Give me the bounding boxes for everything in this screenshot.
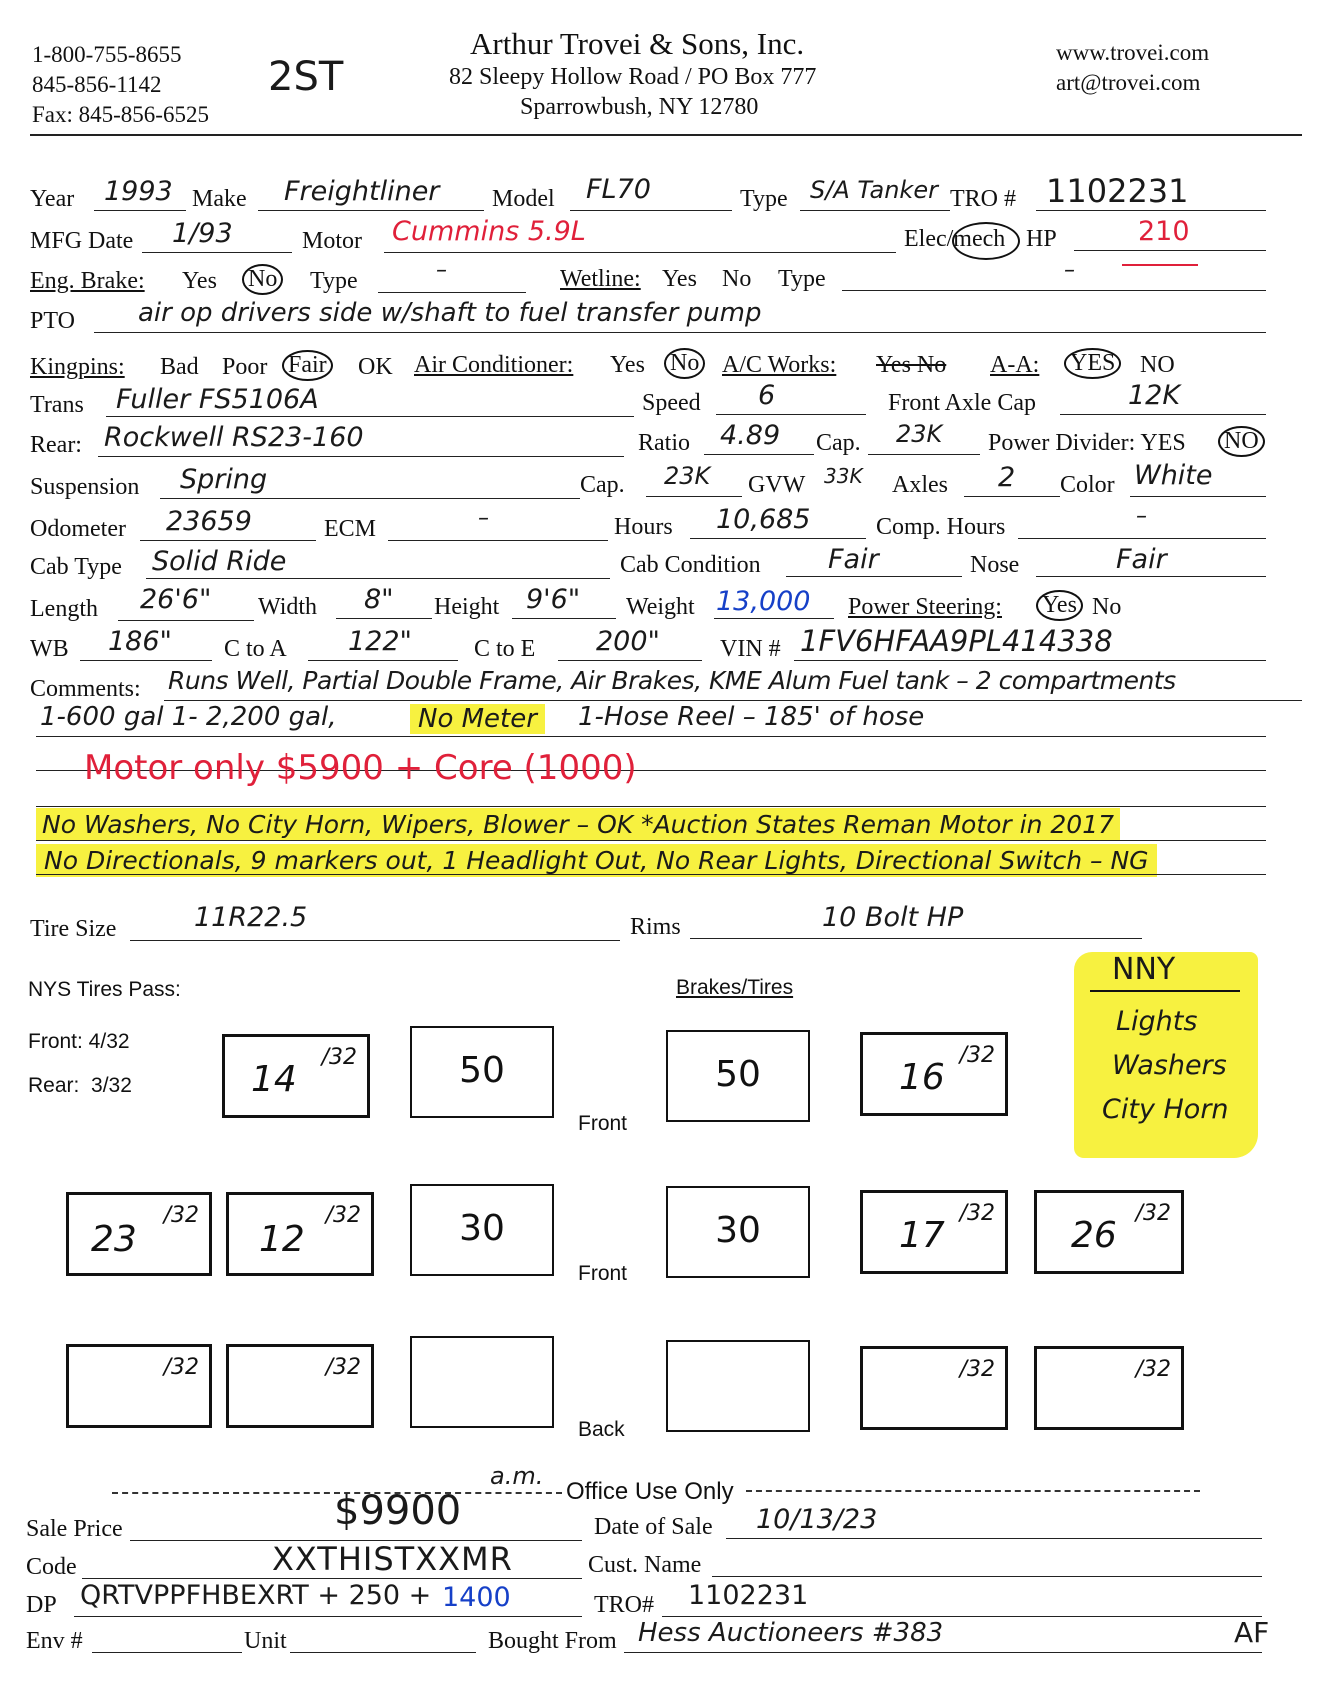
eng-brake-type-label: Type bbox=[310, 268, 358, 294]
date-of-sale-line bbox=[726, 1538, 1262, 1539]
fraction-label: /32 bbox=[163, 1355, 199, 1380]
comment-5-highlighted: No Directionals, 9 markers out, 1 Headlight Out, No Rear Lights, Directional Switch – NG bbox=[36, 844, 1157, 877]
tire-box-row2-inner-right[interactable] bbox=[860, 1190, 1008, 1274]
vin-value: 1FV6HFAA9PL414338 bbox=[800, 624, 1113, 658]
nny-item-city-horn: City Horn bbox=[1102, 1094, 1229, 1125]
weight-value: 13,000 bbox=[716, 586, 811, 617]
trans-value: Fuller FS5106A bbox=[116, 384, 319, 415]
c-to-e-line bbox=[558, 660, 702, 661]
model-value: FL70 bbox=[586, 174, 651, 205]
comment-4-highlighted: No Washers, No City Horn, Wipers, Blower – OK *Auction States Reman Motor in 2017 bbox=[36, 808, 1120, 841]
nny-item-washers: Washers bbox=[1112, 1050, 1227, 1081]
env-line bbox=[92, 1652, 242, 1653]
fraction-label: /32 bbox=[163, 1203, 199, 1228]
fax-number: Fax: 845-856-6525 bbox=[32, 102, 209, 127]
dp-label: DP bbox=[26, 1592, 57, 1618]
suspension-label: Suspension bbox=[30, 474, 140, 500]
power-divider-label: Power Divider: YES bbox=[988, 430, 1186, 456]
cab-type-value: Solid Ride bbox=[152, 546, 287, 577]
eng-brake-yes: Yes bbox=[182, 268, 217, 294]
tire-box-front-left[interactable] bbox=[222, 1034, 370, 1118]
hp-red-underline bbox=[1122, 264, 1198, 266]
brake-percent-value: 30 bbox=[715, 1210, 761, 1251]
front-axle-cap-label: Front Axle Cap bbox=[888, 390, 1036, 416]
suspension-value: Spring bbox=[180, 464, 268, 495]
company-city: Sparrowbush, NY 12780 bbox=[520, 94, 759, 120]
odometer-label: Odometer bbox=[30, 516, 126, 542]
c-to-e-value: 200" bbox=[596, 626, 660, 657]
brake-percent-value: 30 bbox=[459, 1208, 505, 1249]
fraction-label: /32 bbox=[959, 1357, 995, 1382]
aa-yes-circled: YES bbox=[1064, 348, 1121, 379]
wetline-yes: Yes bbox=[662, 266, 697, 292]
rear-cap-label: Cap. bbox=[816, 430, 861, 456]
fraction-label: /32 bbox=[325, 1355, 361, 1380]
tire-box-back-inner-left[interactable] bbox=[226, 1344, 374, 1428]
fraction-label: /32 bbox=[321, 1045, 357, 1070]
ac-works-label: A/C Works: bbox=[722, 352, 837, 378]
kingpins-label: Kingpins: bbox=[30, 354, 125, 380]
tire-size-line bbox=[130, 940, 620, 941]
tire-box-back-outer-left[interactable] bbox=[66, 1344, 212, 1428]
fraction-label: /32 bbox=[1135, 1201, 1171, 1226]
rear-cap-line bbox=[868, 454, 980, 455]
wetline-type-line bbox=[842, 290, 1266, 291]
front-axle-cap-value: 12K bbox=[1128, 380, 1181, 411]
ratio-label: Ratio bbox=[638, 430, 690, 456]
gvw-value: 33K bbox=[824, 464, 863, 488]
bought-from-value: Hess Auctioneers #383 bbox=[638, 1618, 944, 1648]
comment-2b-highlighted: No Meter bbox=[410, 704, 545, 734]
nny-item-lights: Lights bbox=[1116, 1006, 1198, 1037]
axles-label: Axles bbox=[892, 472, 948, 498]
nose-line bbox=[1036, 576, 1266, 577]
bought-from-line bbox=[624, 1652, 1262, 1653]
susp-cap-label: Cap. bbox=[580, 472, 625, 498]
dp-line bbox=[74, 1616, 582, 1617]
wetline-label: Wetline: bbox=[560, 266, 641, 292]
comp-hours-value: – bbox=[1136, 504, 1147, 529]
power-steering-no: No bbox=[1092, 594, 1122, 620]
length-line bbox=[118, 620, 254, 621]
axles-value: 2 bbox=[998, 462, 1016, 493]
color-label: Color bbox=[1060, 472, 1115, 498]
cust-name-line bbox=[712, 1576, 1262, 1577]
tire-size-value: 11R22.5 bbox=[194, 902, 308, 933]
speed-value: 6 bbox=[758, 380, 776, 411]
front-axle-cap-line bbox=[1060, 414, 1266, 415]
type-label: Type bbox=[740, 186, 788, 212]
sale-note: a.m. bbox=[490, 1462, 544, 1490]
hours-value: 10,685 bbox=[716, 504, 811, 535]
tro2-label: TRO# bbox=[594, 1592, 654, 1618]
aa-no: NO bbox=[1140, 352, 1175, 378]
brake-box-front-left[interactable] bbox=[410, 1026, 554, 1118]
wb-value: 186" bbox=[108, 626, 172, 657]
gvw-label: GVW bbox=[748, 472, 806, 498]
ecm-line bbox=[388, 540, 608, 541]
type-value: S/A Tanker bbox=[810, 176, 938, 204]
rims-value: 10 Bolt HP bbox=[822, 902, 964, 933]
tire-tread-value: 16 bbox=[899, 1057, 945, 1098]
tire-box-front-right[interactable] bbox=[860, 1032, 1008, 1116]
brake-percent-value: 50 bbox=[459, 1050, 505, 1091]
eng-brake-no-circled: No bbox=[242, 264, 283, 295]
color-line bbox=[1130, 496, 1266, 497]
tro-value: 1102231 bbox=[1046, 172, 1189, 210]
fraction-label: /32 bbox=[325, 1203, 361, 1228]
height-label: Height bbox=[434, 594, 500, 620]
front-axle-label-1: Front bbox=[578, 1112, 628, 1135]
tro2-value: 1102231 bbox=[688, 1580, 809, 1611]
trans-label: Trans bbox=[30, 392, 84, 418]
comment-line-1 bbox=[164, 700, 1302, 701]
ecm-label: ECM bbox=[324, 516, 377, 542]
cust-name-label: Cust. Name bbox=[588, 1552, 702, 1578]
motor-line bbox=[384, 252, 896, 253]
comment-line-2 bbox=[36, 736, 1266, 737]
dp-value: QRTVPPFHBEXRT + 250 + bbox=[80, 1580, 432, 1611]
eng-brake-type-value: – bbox=[436, 258, 447, 283]
brake-box-back-right[interactable] bbox=[666, 1340, 810, 1432]
mfg-date-line bbox=[142, 252, 292, 253]
sale-price-value: $9900 bbox=[334, 1488, 462, 1534]
kingpins-fair-circled: Fair bbox=[282, 350, 333, 381]
odometer-value: 23659 bbox=[166, 506, 252, 537]
length-value: 26'6" bbox=[140, 584, 212, 615]
comment-line-4 bbox=[36, 806, 1266, 807]
model-label: Model bbox=[492, 186, 555, 212]
tro-label: TRO # bbox=[950, 186, 1016, 212]
tire-tread-value: 26 bbox=[1071, 1215, 1117, 1256]
height-line bbox=[512, 618, 616, 619]
weight-label: Weight bbox=[626, 594, 695, 620]
brake-box-row2-left[interactable] bbox=[410, 1184, 554, 1276]
tire-tread-value: 12 bbox=[259, 1219, 305, 1260]
initials: AF bbox=[1234, 1616, 1270, 1649]
comment-line-6 bbox=[36, 874, 1266, 875]
brakes-tires-heading: Brakes/Tires bbox=[676, 976, 794, 999]
power-steering-yes-circled: Yes bbox=[1036, 590, 1083, 621]
type-line bbox=[800, 210, 950, 211]
header-rule bbox=[30, 134, 1302, 136]
speed-label: Speed bbox=[642, 390, 701, 416]
unit-line bbox=[290, 1652, 476, 1653]
mfg-date-label: MFG Date bbox=[30, 228, 134, 254]
vin-label: VIN # bbox=[720, 636, 781, 662]
brake-box-back-left[interactable] bbox=[410, 1336, 554, 1428]
tire-box-row2-outer-left[interactable] bbox=[66, 1192, 212, 1276]
code-line bbox=[82, 1578, 582, 1579]
wetline-type-label: Type bbox=[778, 266, 826, 292]
office-dashed-right bbox=[746, 1490, 1200, 1492]
bought-from-label: Bought From bbox=[488, 1628, 617, 1654]
hp-line bbox=[1074, 250, 1266, 251]
cab-type-line bbox=[146, 578, 610, 579]
pto-label: PTO bbox=[30, 308, 75, 334]
front-requirement: Front: 4/32 bbox=[28, 1030, 130, 1053]
phone-tollfree: 1-800-755-8655 bbox=[32, 42, 182, 67]
susp-cap-value: 23K bbox=[664, 462, 711, 490]
nny-title: NNY bbox=[1112, 952, 1176, 987]
ac-works-struck: Yes No bbox=[876, 352, 947, 378]
brake-box-front-right[interactable] bbox=[666, 1030, 810, 1122]
env-label: Env # bbox=[26, 1628, 83, 1654]
sale-price-label: Sale Price bbox=[26, 1516, 123, 1542]
date-of-sale-value: 10/13/23 bbox=[756, 1504, 878, 1535]
susp-cap-line bbox=[646, 496, 742, 497]
kingpins-ok: OK bbox=[358, 354, 393, 380]
tire-tread-value: 14 bbox=[251, 1059, 297, 1100]
c-to-e-label: C to E bbox=[474, 636, 536, 662]
comp-hours-line bbox=[1018, 538, 1266, 539]
ecm-value: – bbox=[478, 506, 489, 531]
comment-line-5 bbox=[36, 840, 1266, 841]
tire-box-back-inner-right[interactable] bbox=[860, 1346, 1008, 1430]
hp-value: 210 bbox=[1138, 216, 1190, 247]
cab-condition-label: Cab Condition bbox=[620, 552, 761, 578]
eng-brake-type-line bbox=[378, 292, 526, 293]
vin-line bbox=[794, 660, 1266, 661]
mech-circle bbox=[952, 222, 1020, 260]
year-line bbox=[94, 210, 186, 211]
nys-tires-pass-label: NYS Tires Pass: bbox=[28, 978, 181, 1001]
nose-value: Fair bbox=[1116, 544, 1167, 575]
motor-label: Motor bbox=[302, 228, 362, 254]
ratio-value: 4.89 bbox=[720, 420, 781, 451]
cab-condition-line bbox=[786, 576, 962, 577]
length-label: Length bbox=[30, 596, 98, 622]
cab-condition-value: Fair bbox=[828, 544, 879, 575]
unit-label: Unit bbox=[244, 1628, 287, 1654]
kingpins-bad: Bad bbox=[160, 354, 199, 380]
code-value: XXTHISTXXMR bbox=[272, 1540, 513, 1578]
pto-value: air op drivers side w/shaft to fuel transfer pump bbox=[138, 298, 762, 328]
rear-value: Rockwell RS23-160 bbox=[104, 422, 364, 453]
date-of-sale-label: Date of Sale bbox=[594, 1514, 713, 1540]
width-line bbox=[336, 618, 432, 619]
comp-hours-label: Comp. Hours bbox=[876, 514, 1006, 540]
brake-percent-value: 50 bbox=[715, 1054, 761, 1095]
nny-underline bbox=[1090, 990, 1240, 992]
ac-yes: Yes bbox=[610, 352, 645, 378]
comment-2a: 1-600 gal 1- 2,200 gal, bbox=[40, 702, 337, 732]
pto-line bbox=[94, 332, 1266, 333]
rims-line bbox=[690, 938, 1142, 939]
eng-brake-label: Eng. Brake: bbox=[30, 268, 145, 294]
odometer-line bbox=[140, 540, 316, 541]
wetline-no: No bbox=[722, 266, 752, 292]
weight-line bbox=[714, 618, 834, 619]
ratio-line bbox=[704, 454, 814, 455]
mfg-date-value: 1/93 bbox=[172, 218, 233, 249]
back-axle-label: Back bbox=[578, 1418, 625, 1441]
tire-size-label: Tire Size bbox=[30, 916, 117, 942]
handwritten-annotation: 2ST bbox=[268, 54, 344, 100]
nose-label: Nose bbox=[970, 552, 1020, 578]
make-value: Freightliner bbox=[284, 176, 440, 207]
tire-box-back-outer-right[interactable] bbox=[1034, 1346, 1184, 1430]
axles-line bbox=[964, 496, 1060, 497]
rear-label: Rear: bbox=[30, 432, 82, 458]
brake-box-row2-right[interactable] bbox=[666, 1186, 810, 1278]
rear-cap-value: 23K bbox=[896, 420, 943, 448]
make-line bbox=[258, 210, 484, 211]
width-label: Width bbox=[258, 594, 318, 620]
code-label: Code bbox=[26, 1554, 77, 1580]
fraction-label: /32 bbox=[959, 1043, 995, 1068]
tire-tread-value: 17 bbox=[899, 1215, 945, 1256]
tro2-line bbox=[662, 1616, 1262, 1617]
trans-line bbox=[106, 416, 634, 417]
ac-no-circled: No bbox=[664, 348, 705, 379]
company-name: Arthur Trovei & Sons, Inc. bbox=[470, 26, 805, 61]
width-value: 8" bbox=[364, 584, 394, 615]
wb-line bbox=[80, 660, 212, 661]
fraction-label: /32 bbox=[959, 1201, 995, 1226]
model-line bbox=[570, 210, 732, 211]
rims-label: Rims bbox=[630, 914, 681, 940]
air-conditioner-label: Air Conditioner: bbox=[414, 352, 574, 378]
speed-line bbox=[716, 414, 866, 415]
rear-line bbox=[98, 456, 624, 457]
dp-extra-value: 1400 bbox=[442, 1582, 511, 1613]
power-steering-label: Power Steering: bbox=[848, 594, 1002, 620]
rear-requirement: Rear: 3/32 bbox=[28, 1074, 132, 1097]
c-to-a-value: 122" bbox=[348, 626, 412, 657]
power-divider-no-circled: NO bbox=[1218, 426, 1265, 457]
company-website: www.trovei.com bbox=[1056, 40, 1210, 65]
elec-mech-label: Elec/mech bbox=[904, 226, 1006, 252]
color-value: White bbox=[1134, 460, 1213, 491]
comment-1: Runs Well, Partial Double Frame, Air Brakes, KME Alum Fuel tank – 2 compartments bbox=[168, 666, 1176, 695]
front-axle-label-2: Front bbox=[578, 1262, 628, 1285]
year-value: 1993 bbox=[104, 176, 173, 207]
tire-box-row2-outer-right[interactable] bbox=[1034, 1190, 1184, 1274]
suspension-line bbox=[160, 498, 580, 499]
aa-label: A-A: bbox=[990, 352, 1040, 378]
phone-local: 845-856-1142 bbox=[32, 72, 162, 97]
company-email: art@trovei.com bbox=[1056, 70, 1201, 95]
hours-line bbox=[690, 538, 866, 539]
cab-type-label: Cab Type bbox=[30, 554, 122, 580]
hours-label: Hours bbox=[614, 514, 673, 540]
year-label: Year bbox=[30, 186, 75, 212]
hp-dash: – bbox=[1064, 258, 1075, 283]
c-to-a-label: C to A bbox=[224, 636, 287, 662]
make-label: Make bbox=[192, 186, 247, 212]
comment-2c: 1-Hose Reel – 185' of hose bbox=[578, 702, 925, 732]
company-address: 82 Sleepy Hollow Road / PO Box 777 bbox=[449, 64, 817, 90]
c-to-a-line bbox=[308, 660, 458, 661]
office-use-only-heading: Office Use Only bbox=[566, 1478, 734, 1505]
tire-box-row2-inner-left[interactable] bbox=[226, 1192, 374, 1276]
tro-line bbox=[1036, 210, 1266, 211]
kingpins-poor: Poor bbox=[222, 354, 268, 380]
hp-label: HP bbox=[1026, 226, 1057, 252]
comments-label: Comments: bbox=[30, 676, 141, 702]
tire-tread-value: 23 bbox=[91, 1219, 137, 1260]
motor-value: Cummins 5.9L bbox=[392, 216, 586, 247]
height-value: 9'6" bbox=[526, 584, 581, 615]
fraction-label: /32 bbox=[1135, 1357, 1171, 1382]
wb-label: WB bbox=[30, 636, 69, 662]
comment-3-red: Motor only $5900 + Core (1000) bbox=[84, 748, 637, 788]
